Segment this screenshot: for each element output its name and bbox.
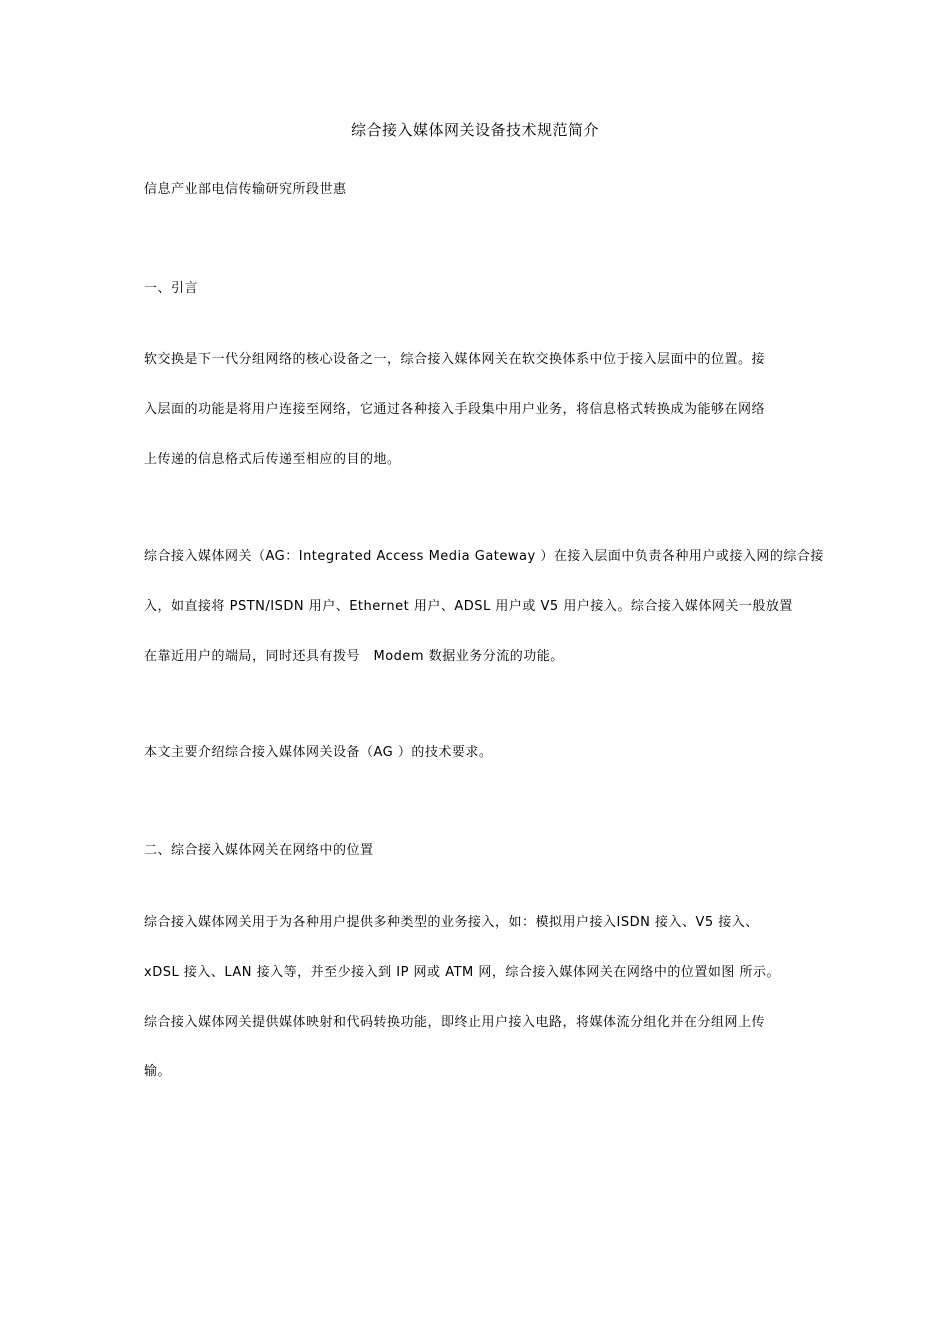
document-title: 综合接入媒体网关设备技术规范简介 <box>350 121 599 139</box>
paragraph-2-line-2: 入，如直接将 PSTN/ISDN 用户、Ethernet 用户、ADSL 用户或 V5 用户接入。综合接入媒体网关一般放置 <box>144 599 793 614</box>
paragraph-3-line-1: 本文主要介绍综合接入媒体网关设备（AG ）的技术要求。 <box>144 745 493 760</box>
paragraph-2-line-3: 在靠近用户的端局，同时还具有拨号 Modem 数据业务分流的功能。 <box>144 649 564 664</box>
paragraph-4-line-2: xDSL 接入、LAN 接入等，并至少接入到 IP 网或 ATM 网，综合接入媒体网关在网络中的位置如图 所示。 <box>144 965 780 980</box>
paragraph-1-line-3: 上传递的信息格式后传递至相应的目的地。 <box>144 452 401 467</box>
paragraph-4-line-3: 综合接入媒体网关提供媒体映射和代码转换功能，即终止用户接入电路，将媒体流分组化并在分组网上传 <box>144 1015 766 1030</box>
paragraph-1-line-2: 入层面的功能是将用户连接至网络，它通过各种接入手段集中用户业务，将信息格式转换成为能够在网络 <box>144 402 766 417</box>
paragraph-1-line-1: 软交换是下一代分组网络的核心设备之一，综合接入媒体网关在软交换体系中位于接入层面中的位置。接 <box>144 352 766 367</box>
section-1-heading: 一、引言 <box>144 281 199 296</box>
paragraph-2-line-1: 综合接入媒体网关（AG：Integrated Access Media Gateway ）在接入层面中负责各种用户或接入网的综合接 <box>144 549 824 564</box>
author-line: 信息产业部电信传输研究所段世惠 <box>144 182 347 197</box>
section-2-heading: 二、综合接入媒体网关在网络中的位置 <box>144 843 374 858</box>
paragraph-4-line-1: 综合接入媒体网关用于为各种用户提供多种类型的业务接入，如：模拟用户接入ISDN 接入、V5 接入、 <box>144 915 759 930</box>
paragraph-4-line-4: 输。 <box>144 1064 172 1079</box>
